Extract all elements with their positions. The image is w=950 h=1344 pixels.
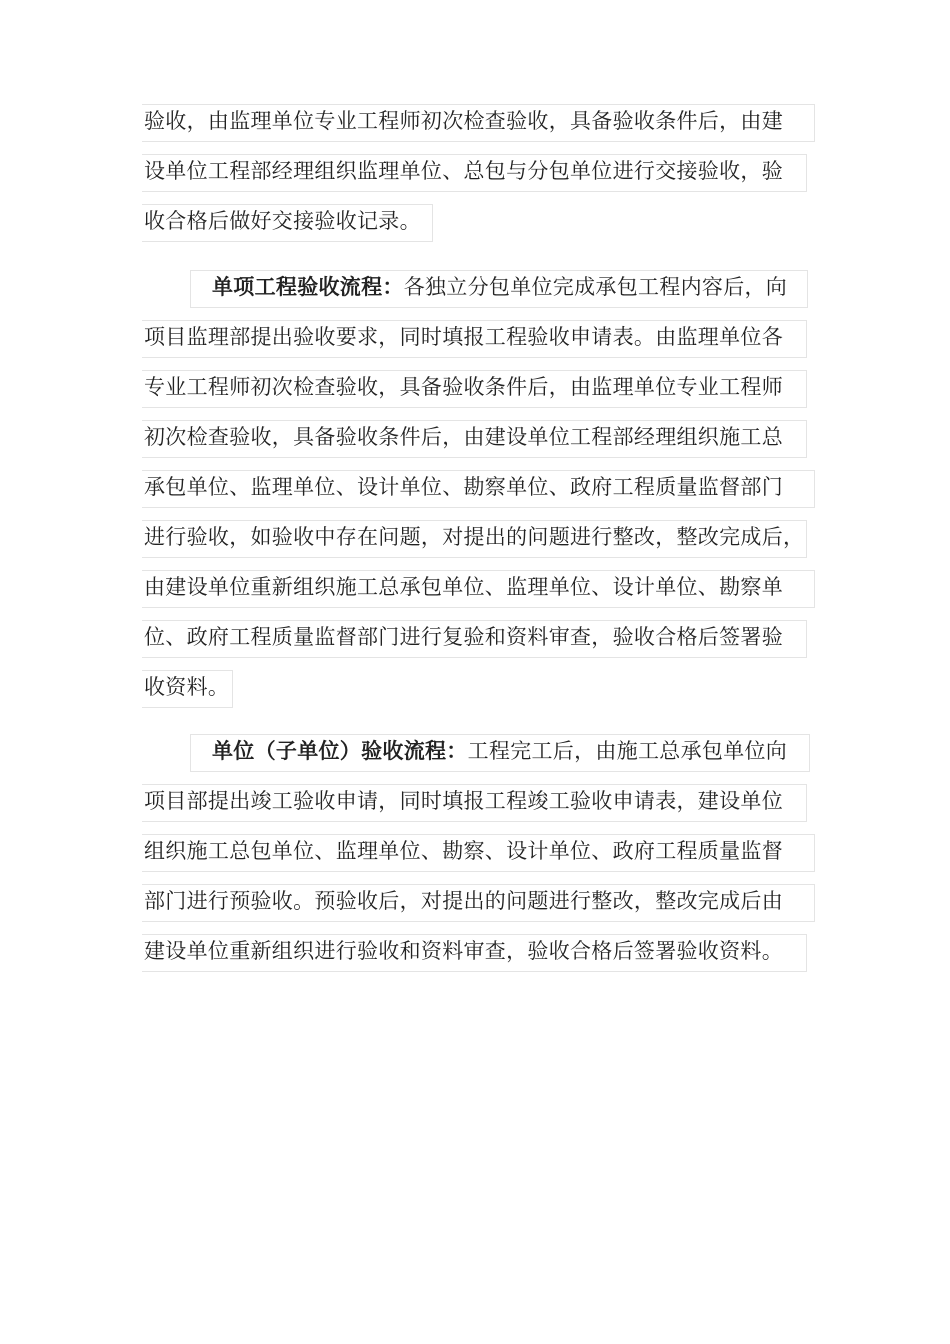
line-text: 进行验收，如验收中存在问题，对提出的问题进行整改，整改完成后， xyxy=(144,525,805,549)
text-line xyxy=(144,562,820,612)
text-line xyxy=(144,926,820,976)
text-line xyxy=(144,662,820,712)
line-text: 承包单位、监理单位、设计单位、勘察单位、政府工程质量监督部门 xyxy=(144,475,783,499)
line-text: 专业工程师初次检查验收，具备验收条件后，由监理单位专业工程师 xyxy=(144,375,783,399)
section-heading: 单位（子单位）验收流程： xyxy=(212,739,468,763)
text-line xyxy=(144,776,820,826)
line-text: 部门进行预验收。预验收后，对提出的问题进行整改，整改完成后由 xyxy=(144,889,783,913)
line-text: 工程完工后，由施工总承包单位向 xyxy=(467,739,788,763)
line-text: 设单位工程部经理组织监理单位、总包与分包单位进行交接验收，验 xyxy=(144,159,783,183)
line-text: 验收，由监理单位专业工程师初次检查验收，具备验收条件后，由建 xyxy=(144,109,783,133)
section-heading: 单项工程验收流程： xyxy=(212,275,404,299)
text-line xyxy=(144,462,820,512)
line-text: 建设单位重新组织进行验收和资料审查，验收合格后签署验收资料。 xyxy=(144,939,783,963)
text-line xyxy=(144,826,820,876)
text-line xyxy=(144,412,820,462)
line-text: 各独立分包单位完成承包工程内容后，向 xyxy=(403,275,788,299)
text-line xyxy=(144,362,820,412)
text-line xyxy=(144,196,434,246)
text-line xyxy=(144,96,816,146)
text-line xyxy=(144,512,820,562)
line-text: 项目部提出竣工验收申请，同时填报工程竣工验收申请表，建设单位 xyxy=(144,789,783,813)
line-text: 收资料。 xyxy=(144,675,230,699)
line-text: 位、政府工程质量监督部门进行复验和资料审查，验收合格后签署验 xyxy=(144,625,783,649)
text-line xyxy=(144,262,820,312)
text-line xyxy=(144,312,820,362)
line-text: 收合格后做好交接验收记录。 xyxy=(144,209,421,233)
text-line xyxy=(144,876,820,926)
paragraph-handover-acceptance xyxy=(144,96,820,246)
paragraph-unit-acceptance xyxy=(144,726,820,976)
line-text: 由建设单位重新组织施工总承包单位、监理单位、设计单位、勘察单 xyxy=(144,575,783,599)
text-line xyxy=(144,726,820,776)
paragraph-single-item-acceptance xyxy=(144,262,820,712)
line-text: 初次检查验收，具备验收条件后，由建设单位工程部经理组织施工总 xyxy=(144,425,783,449)
line-text: 项目监理部提出验收要求，同时填报工程验收申请表。由监理单位各 xyxy=(144,325,783,349)
text-line xyxy=(144,612,820,662)
text-line xyxy=(144,146,808,196)
line-text: 组织施工总包单位、监理单位、勘察、设计单位、政府工程质量监督 xyxy=(144,839,783,863)
